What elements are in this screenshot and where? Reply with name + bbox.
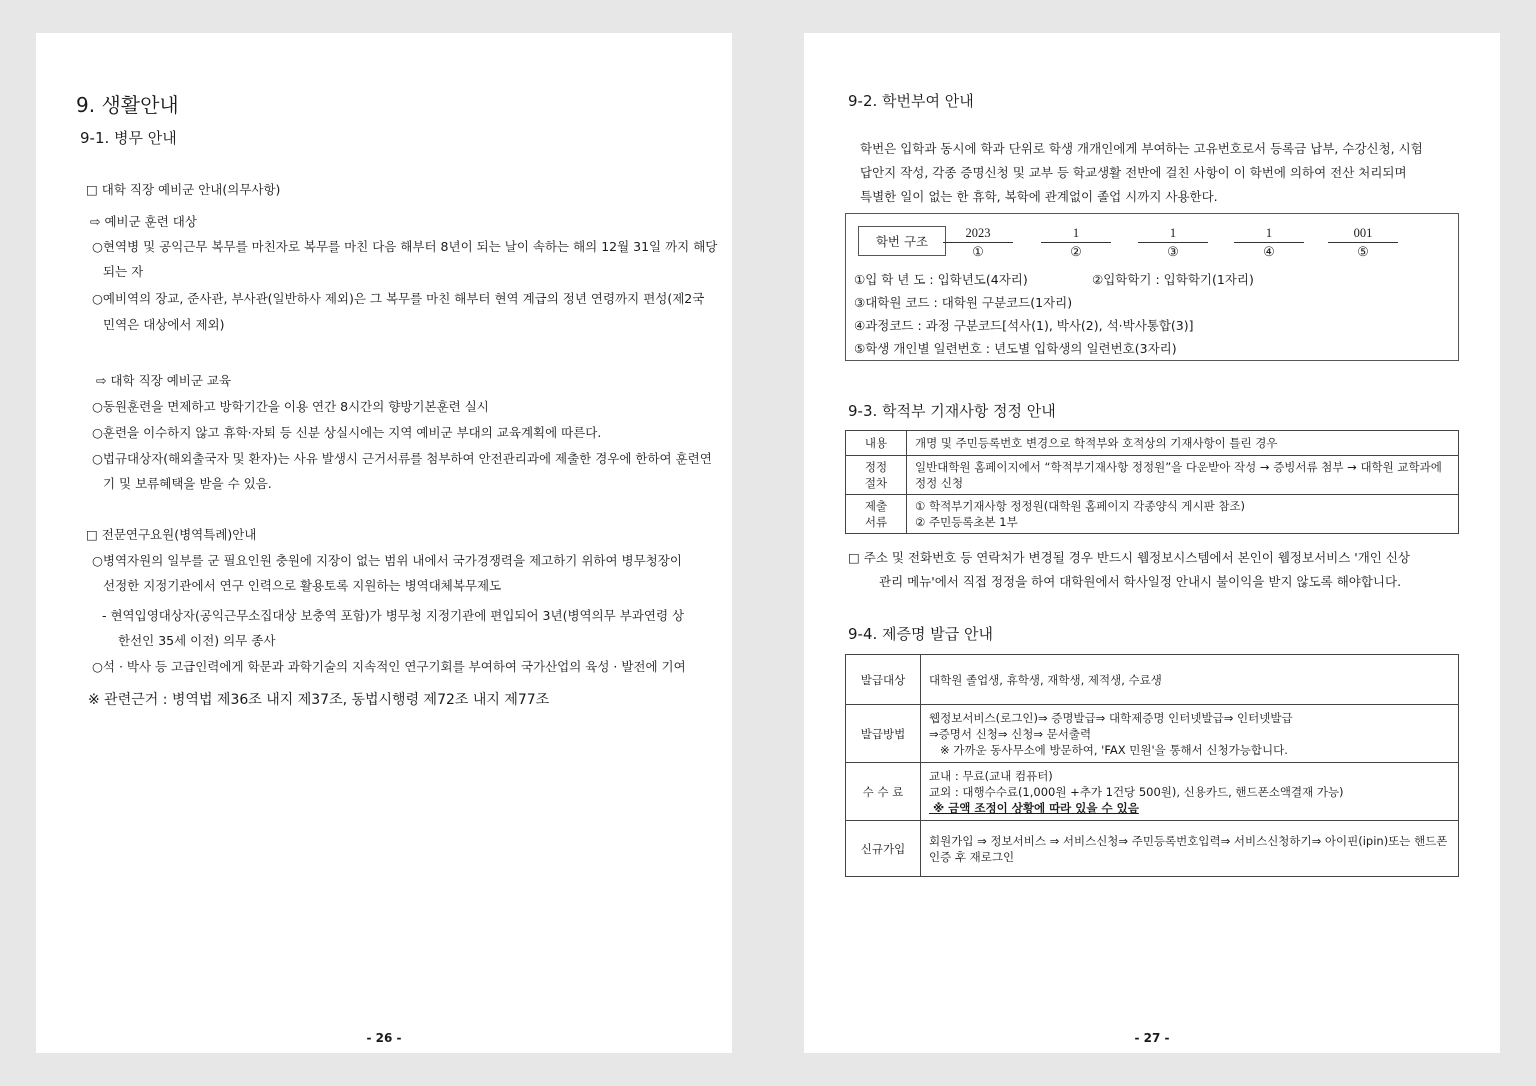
row-content: 교내 : 무료(교내 컴퓨터) 교외 : 대행수수료(1,000원 +추가 1건당 500원), 신용카드, 핸드폰소액결재 가능) ※ 금액 조정이 상황에 따라 있을 수 있음 [921, 763, 1459, 821]
row-label: 정정 절차 [846, 456, 907, 495]
subheading-training-target: ⇨ 예비군 훈련 대상 [90, 214, 197, 229]
body-line: 되는 자 [103, 264, 144, 279]
table-row [846, 705, 1459, 763]
page-title: 9. 생활안내 [76, 93, 179, 117]
body-line: ○석 · 박사 등 고급인력에게 학문과 과학기술의 지속적인 연구기회를 부여하여 국가산업의 육성 · 발전에 기여 [92, 659, 686, 674]
certificate-table [845, 654, 1459, 877]
id-segment: 001 ⑤ [1328, 226, 1398, 260]
row-content: 대학원 졸업생, 휴학생, 재학생, 제적생, 수료생 [921, 655, 1459, 705]
contact-change-note: □ 주소 및 전화번호 등 연락처가 변경될 경우 반드시 웹정보시스템에서 본인이 웹정보서비스 '개인 신상 [848, 550, 1410, 565]
body-line: 민역은 대상에서 제외) [103, 317, 225, 332]
row-label: 수 수 료 [846, 763, 921, 821]
table-row [846, 456, 1459, 495]
section-title-military: 9-1. 병무 안내 [80, 129, 177, 147]
row-content: 회원가입 ⇒ 정보서비스 ⇒ 서비스신청⇒ 주민등록번호입력⇒ 서비스신청하기⇒ 아이핀(ipin)또는 핸드폰 인증 후 재로그인 [921, 821, 1459, 877]
id-segment: 1 ② [1041, 226, 1111, 260]
body-line: 특별한 일이 없는 한 휴학, 복학에 관계없이 졸업 시까지 사용한다. [860, 189, 1218, 204]
id-segment: 1 ④ [1234, 226, 1304, 260]
contact-change-note: 관리 메뉴'에서 직접 정정을 하여 대학원에서 학사일정 안내시 불이익을 받지 않도록 해야합니다. [879, 574, 1402, 589]
student-id-structure-box [845, 213, 1459, 361]
id-segment: 1 ③ [1138, 226, 1208, 260]
table-row [846, 495, 1459, 534]
page-number: - 27 - [1134, 1031, 1170, 1045]
page-26 [36, 33, 732, 1053]
table-row [846, 655, 1459, 705]
section-title-certificates: 9-4. 제증명 발급 안내 [848, 625, 994, 643]
row-content: ① 학적부기재사항 정정원(대학원 홈페이지 각종양식 게시판 참조) ② 주민등록초본 1부 [907, 495, 1459, 534]
structure-note: ①입 학 년 도 : 입학년도(4자리) [854, 272, 1028, 287]
row-label: 발급대상 [846, 655, 921, 705]
body-line: ○훈련을 이수하지 않고 휴학·자퇴 등 신분 상실시에는 지역 예비군 부대의 교육계획에 따른다. [92, 425, 602, 440]
row-content: 일반대학원 홈페이지에서 “학적부기재사항 정정원”을 다운받아 작성 → 증빙서류 첨부 → 대학원 교학과에 정정 신청 [907, 456, 1459, 495]
body-line: 한선인 35세 이전) 의무 종사 [118, 633, 276, 648]
body-line: ○예비역의 장교, 준사관, 부사관(일반하사 제외)은 그 복무를 마친 해부터 현역 계급의 정년 연령까지 편성(제2국 [92, 291, 705, 306]
structure-note: ②입학학기 : 입학학기(1자리) [1092, 272, 1254, 287]
section-title-student-id: 9-2. 학번부여 안내 [848, 92, 974, 110]
legal-basis-note: ※ 관련근거 : 병역법 제36조 내지 제37조, 동법시행령 제72조 내지 제77조 [88, 692, 550, 708]
row-content: 개명 및 주민등록번호 변경으로 학적부와 호적상의 기재사항이 틀린 경우 [907, 431, 1459, 456]
id-segment: 2023 ① [943, 226, 1013, 260]
heading-research-personnel: □ 전문연구요원(병역특례)안내 [86, 527, 257, 542]
structure-note: ④과정코드 : 과정 구분코드[석사(1), 박사(2), 석·박사통합(3)] [854, 318, 1194, 333]
table-row [846, 763, 1459, 821]
row-label: 제출 서류 [846, 495, 907, 534]
heading-reserve-forces: □ 대학 직장 예비군 안내(의무사항) [86, 182, 281, 197]
row-label: 내용 [846, 431, 907, 456]
body-line: ○법규대상자(해외출국자 및 환자)는 사유 발생시 근거서류를 첨부하여 안전관리과에 제출한 경우에 한하여 훈련연 [92, 451, 712, 466]
row-content: 웹정보서비스(로그인)⇒ 증명발급⇒ 대학제증명 인터넷발급⇒ 인터넷발급 ⇒증명서 신청⇒ 신청⇒ 문서출력 ※ 가까운 동사무소에 방문하여, 'FAX 민원'을 통해서 신청가능합니다. [921, 705, 1459, 763]
row-label: 발급방법 [846, 705, 921, 763]
body-line: ○현역병 및 공익근무 복무를 마친자로 복무를 마친 다음 해부터 8년이 되는 날이 속하는 해의 12월 31일 까지 해당 [92, 239, 718, 254]
subheading-reserve-education: ⇨ 대학 직장 예비군 교육 [96, 373, 232, 388]
structure-note: ⑤학생 개인별 일련번호 : 년도별 입학생의 일련번호(3자리) [854, 341, 1177, 356]
table-row [846, 431, 1459, 456]
table-row [846, 821, 1459, 877]
body-line: - 현역입영대상자(공익근무소집대상 보충역 포함)가 병무청 지정기관에 편입되어 3년(병역의무 부과연령 상 [102, 608, 685, 623]
page-27 [804, 33, 1500, 1053]
page-number: - 26 - [366, 1031, 402, 1045]
record-correction-table [845, 430, 1459, 534]
row-label: 신규가입 [846, 821, 921, 877]
body-line: ○병역자원의 일부를 군 필요인원 충원에 지장이 없는 범위 내에서 국가경쟁력을 제고하기 위하여 병무청장이 [92, 553, 682, 568]
body-line: 기 및 보류혜택을 받을 수 있음. [103, 476, 272, 491]
structure-label: 학번 구조 [858, 226, 946, 256]
section-title-record-correction: 9-3. 학적부 기재사항 정정 안내 [848, 402, 1056, 420]
structure-note: ③대학원 코드 : 대학원 구분코드(1자리) [854, 295, 1073, 310]
body-line: 학번은 입학과 동시에 학과 단위로 학생 개개인에게 부여하는 고유번호로서 등록금 납부, 수강신청, 시험 [860, 141, 1423, 156]
body-line: 답안지 작성, 각종 증명신청 및 교부 등 학교생활 전반에 걸친 사항이 이 학번에 의하여 전산 처리되며 [860, 165, 1407, 180]
body-line: 선정한 지정기관에서 연구 인력으로 활용토록 지원하는 병역대체복무제도 [103, 578, 502, 593]
body-line: ○동원훈련을 면제하고 방학기간을 이용 연간 8시간의 향방기본훈련 실시 [92, 399, 489, 414]
